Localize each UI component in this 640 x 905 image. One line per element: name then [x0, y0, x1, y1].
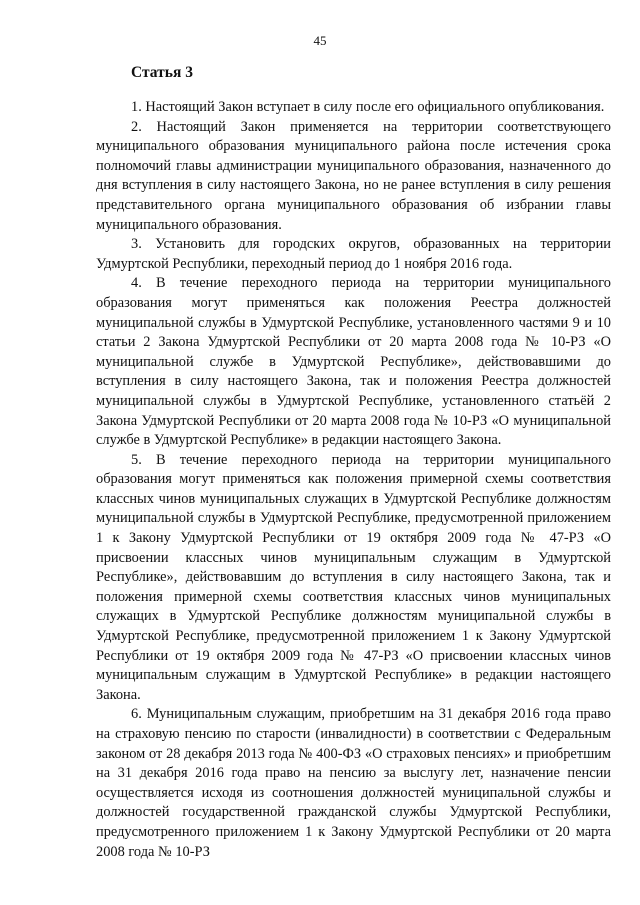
article-title: Статья 3 — [131, 64, 193, 81]
paragraph-3: 3. Установить для городских округов, образованных на территории Удмуртской Республики, переходный период до 1 ноября 2016 года. — [96, 236, 611, 272]
paragraph-5: 5. В течение переходного периода на территории муниципального образования могут применяться как положения примерной схемы соответствия классных чинов муниципальных служащих в Удмуртской Республике должностям муниципальной службы в Удмуртской Республике, предусмотренной приложением 1 к Закону Удмуртской Республики от 19 октября 2009 года № 47-РЗ «О присвоении классных чинов муниципальным служащим в Удмуртской Республике», действовавшим до вступления в силу настоящего Закона, так и положения примерной схемы соответствия классных чинов муниципальных служащих в Удмуртской Республике должностям муниципальной службы в Удмуртской Республике, предусмотренной приложением 1 к Закону Удмуртской Республики от 19 октября 2009 года № 47-РЗ «О присвоении классных чинов муниципальным служащим в Удмуртской Республике» в редакции настоящего Закона. — [96, 451, 611, 703]
page-number: 45 — [313, 33, 327, 48]
paragraph-1: 1. Настоящий Закон вступает в силу после его официального опубликования. — [131, 99, 605, 115]
paragraph-4: 4. В течение переходного периода на территории муниципального образования могут применяться как положения Реестра должностей муниципальной службы в Удмуртской Республике, установленного частями 9 и 10 статьи 2 Закона Удмуртской Республики от 20 марта 2008 года № 10-РЗ «О муниципальной службе в Удмуртской Республике», действовавшими до вступления в силу настоящего Закона, так и положения Реестра должностей муниципальной службы в Удмуртской Республике, установленного статьёй 2 Закона Удмуртской Республики от 20 марта 2008 года № 10-РЗ «О муниципальной службе в Удмуртской Республике» в редакции настоящего Закона. — [96, 275, 611, 449]
paragraph-6: 6. Муниципальным служащим, приобретшим на 31 декабря 2016 года право на страховую пенсию по старости (инвалидности) в соответствии с Федеральным законом от 28 декабря 2013 года № 400-ФЗ «О страховых пенсиях» и приобретшим на 31 декабря 2016 года право на пенсию за выслугу лет, назначение пенсии осуществляется исходя из соотношения должностей муниципальной службы и должностей государственной гражданской службы Удмуртской Республики, предусмотренного приложением 1 к Закону Удмуртской Республики от 20 марта 2008 года № 10-РЗ — [96, 706, 611, 860]
article-body — [96, 98, 611, 862]
paragraph-2: 2. Настоящий Закон применяется на территории соответствующего муниципального образования муниципального района после истечения срока полномочий главы администрации муниципального образования, назначенного до дня вступления в силу настоящего Закона, но не ранее вступления в силу решения представительного органа муниципального образования об избрании главы муниципального образования. — [96, 118, 611, 233]
